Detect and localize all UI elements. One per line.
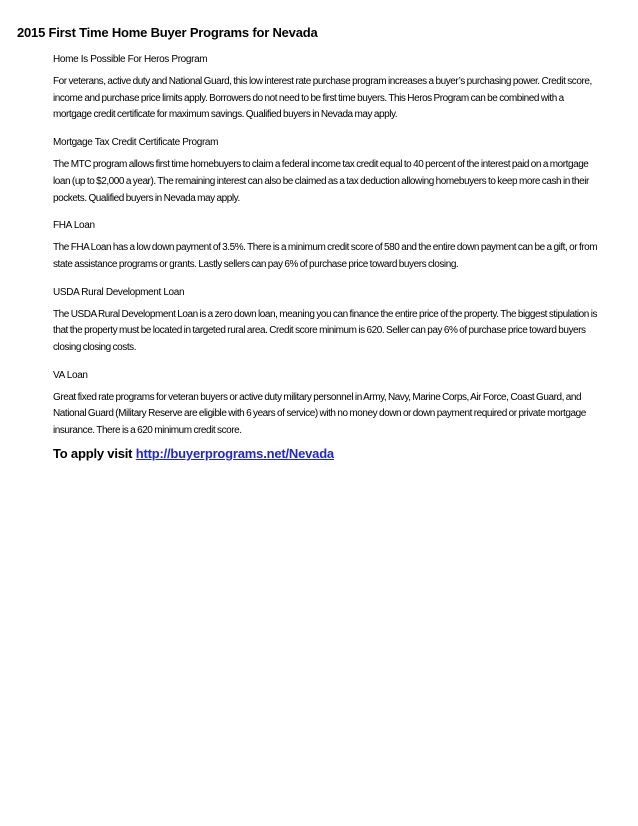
section-body: The FHA Loan has a low down payment of 3.5%. There is a minimum credit score of 580 and the entire down payment can be a gift, or from state assistance programs or grants. Lastly sellers can pay 6% of purchase price toward buyers closing. — [53, 242, 598, 270]
section-heading: FHA Loan — [53, 220, 95, 232]
section-heading: USDA Rural Development Loan — [53, 286, 185, 298]
section-heros-program — [53, 52, 601, 124]
apply-link[interactable]: http://buyerprograms.net/Nevada — [135, 446, 334, 461]
section-body: Great fixed rate programs for veteran buyers or active duty military personnel in Army, Navy, Marine Corps, Air Force, Coast Guard, and National Guard (Military Reserve are eligible with 6 years of service) with no money down or down payment required or private mortgage insurance. There is a 620 minimum credit score. — [53, 391, 586, 437]
section-mtc-program — [53, 135, 601, 207]
section-usda-loan — [53, 285, 601, 357]
section-heading: VA Loan — [53, 369, 88, 381]
section-fha-loan — [53, 218, 601, 273]
apply-prefix: To apply visit — [53, 446, 136, 461]
section-heading: Mortgage Tax Credit Certificate Program — [53, 137, 219, 149]
section-body: The USDA Rural Development Loan is a zero down loan, meaning you can finance the entire price of the property. The biggest stipulation is that the property must be located in targeted rural area. Credit score minimum is 620. Seller can pay 6% of purchase price toward buyers closing closing costs. — [53, 308, 598, 354]
section-heading: Home Is Possible For Heros Program — [53, 54, 208, 65]
section-body: The MTC program allows first time homebuyers to claim a federal income tax credit equal to 40 percent of the interest paid on a mortgage loan (up to $2,000 a year). The remaining interest can also be claimed as a tax deduction allowing homebuyers to keep more cash in their pockets. Qualified buyers in Nevada may apply. — [53, 159, 589, 204]
apply-line — [53, 446, 334, 461]
section-va-loan — [53, 368, 601, 440]
document-title: 2015 First Time Home Buyer Programs for Nevada — [17, 25, 318, 40]
sections-container — [53, 52, 601, 451]
section-body: For veterans, active duty and National Guard, this low interest rate purchase program increases a buyer’s purchasing power. Credit score, income and purchase price limits apply. Borrowers do not need to be first time buyers. This Heros Program can be combined with a mortgage credit certificate for maximum savings. Qualified buyers in Nevada may apply. — [53, 76, 592, 121]
